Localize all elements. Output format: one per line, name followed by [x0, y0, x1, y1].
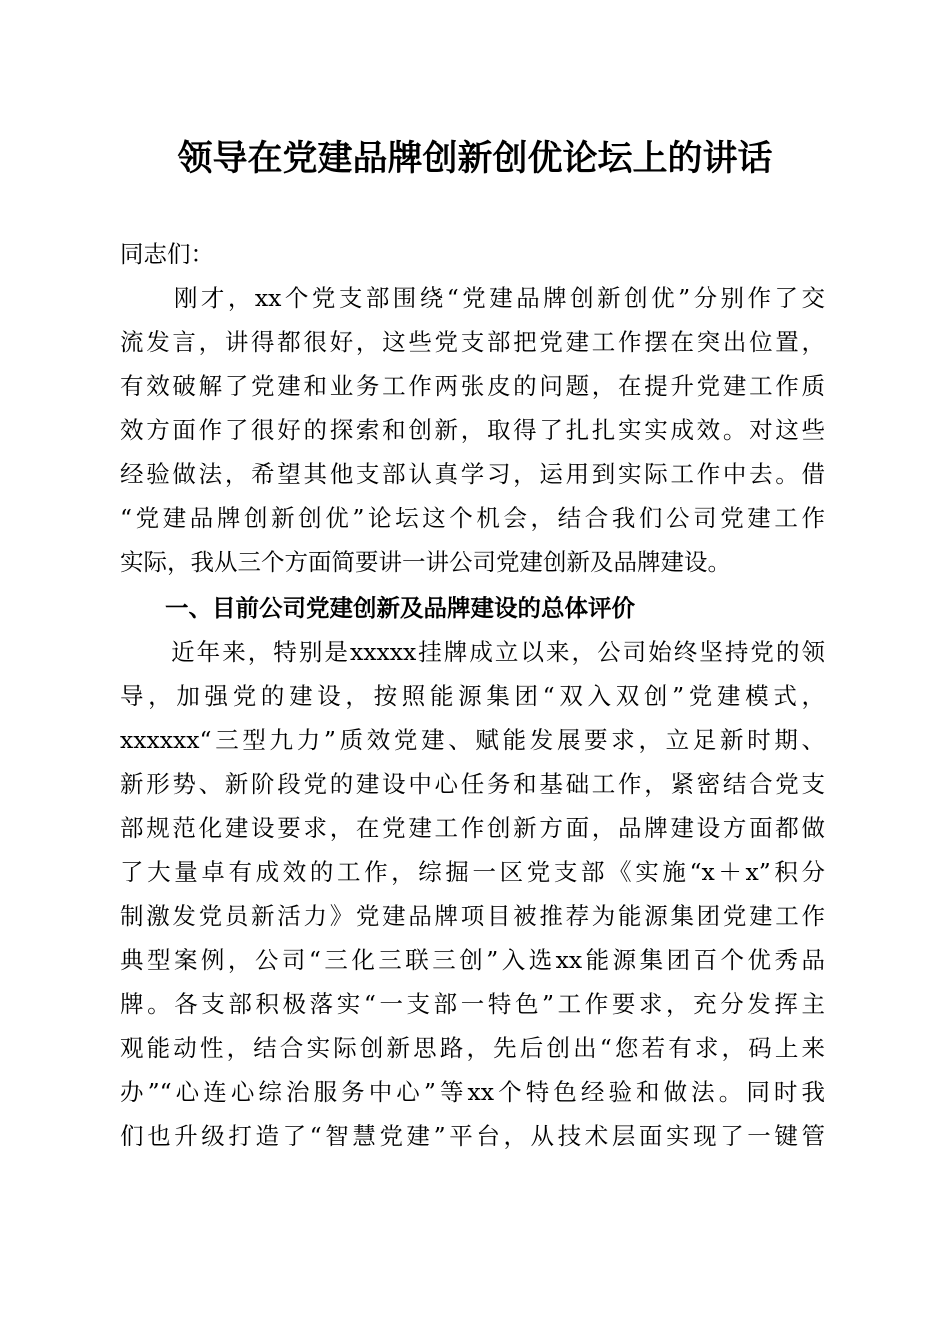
paragraph-line: xxxxxx“三型九力”质效党建、赋能发展要求，立足新时期、: [120, 726, 825, 754]
paragraph-line: “党建品牌创新创优”论坛这个机会，结合我们公司党建工作: [120, 504, 825, 532]
paragraph-line: 有效破解了党建和业务工作两张皮的问题，在提升党建工作质: [120, 372, 825, 400]
paragraph-line: 们也升级打造了“智慧党建”平台，从技术层面实现了一键管: [120, 1122, 825, 1150]
paragraph-line: 了大量卓有成效的工作，综掘一区党支部《实施“x＋x”积分: [120, 858, 825, 886]
paragraph-line: 新形势、新阶段党的建设中心任务和基础工作，紧密结合党支: [120, 770, 825, 798]
paragraph-line: 近年来，特别是xxxxx挂牌成立以来，公司始终坚持党的领: [120, 638, 825, 666]
paragraph-line: 部规范化建设要求，在党建工作创新方面，品牌建设方面都做: [120, 814, 825, 842]
paragraph-line: 刚才，xx个党支部围绕“党建品牌创新创优”分别作了交: [120, 284, 825, 312]
paragraph-line: 制激发党员新活力》党建品牌项目被推荐为能源集团党建工作: [120, 902, 825, 930]
paragraph-line: 导，加强党的建设，按照能源集团“双入双创”党建模式，: [120, 682, 825, 710]
section-heading: 一、目前公司党建创新及品牌建设的总体评价: [165, 594, 635, 622]
paragraph-line: 效方面作了很好的探索和创新，取得了扎扎实实成效。对这些: [120, 416, 825, 444]
paragraph-line: 经验做法，希望其他支部认真学习，运用到实际工作中去。借: [120, 460, 825, 488]
paragraph-line: 典型案例，公司“三化三联三创”入选xx能源集团百个优秀品: [120, 946, 825, 974]
document-title: 领导在党建品牌创新创优论坛上的讲话: [177, 138, 773, 179]
paragraph-line: 办”“心连心综治服务中心”等xx个特色经验和做法。同时我: [120, 1078, 825, 1106]
paragraph-line: 牌。各支部积极落实“一支部一特色”工作要求，充分发挥主: [120, 990, 825, 1018]
paragraph-line: 实际，我从三个方面简要讲一讲公司党建创新及品牌建设。: [120, 548, 731, 576]
paragraph-line: 观能动性，结合实际创新思路，先后创出“您若有求，码上来: [120, 1034, 825, 1062]
salutation: 同志们：: [120, 240, 214, 268]
paragraph-line: 流发言，讲得都很好，这些党支部把党建工作摆在突出位置，: [120, 328, 825, 356]
